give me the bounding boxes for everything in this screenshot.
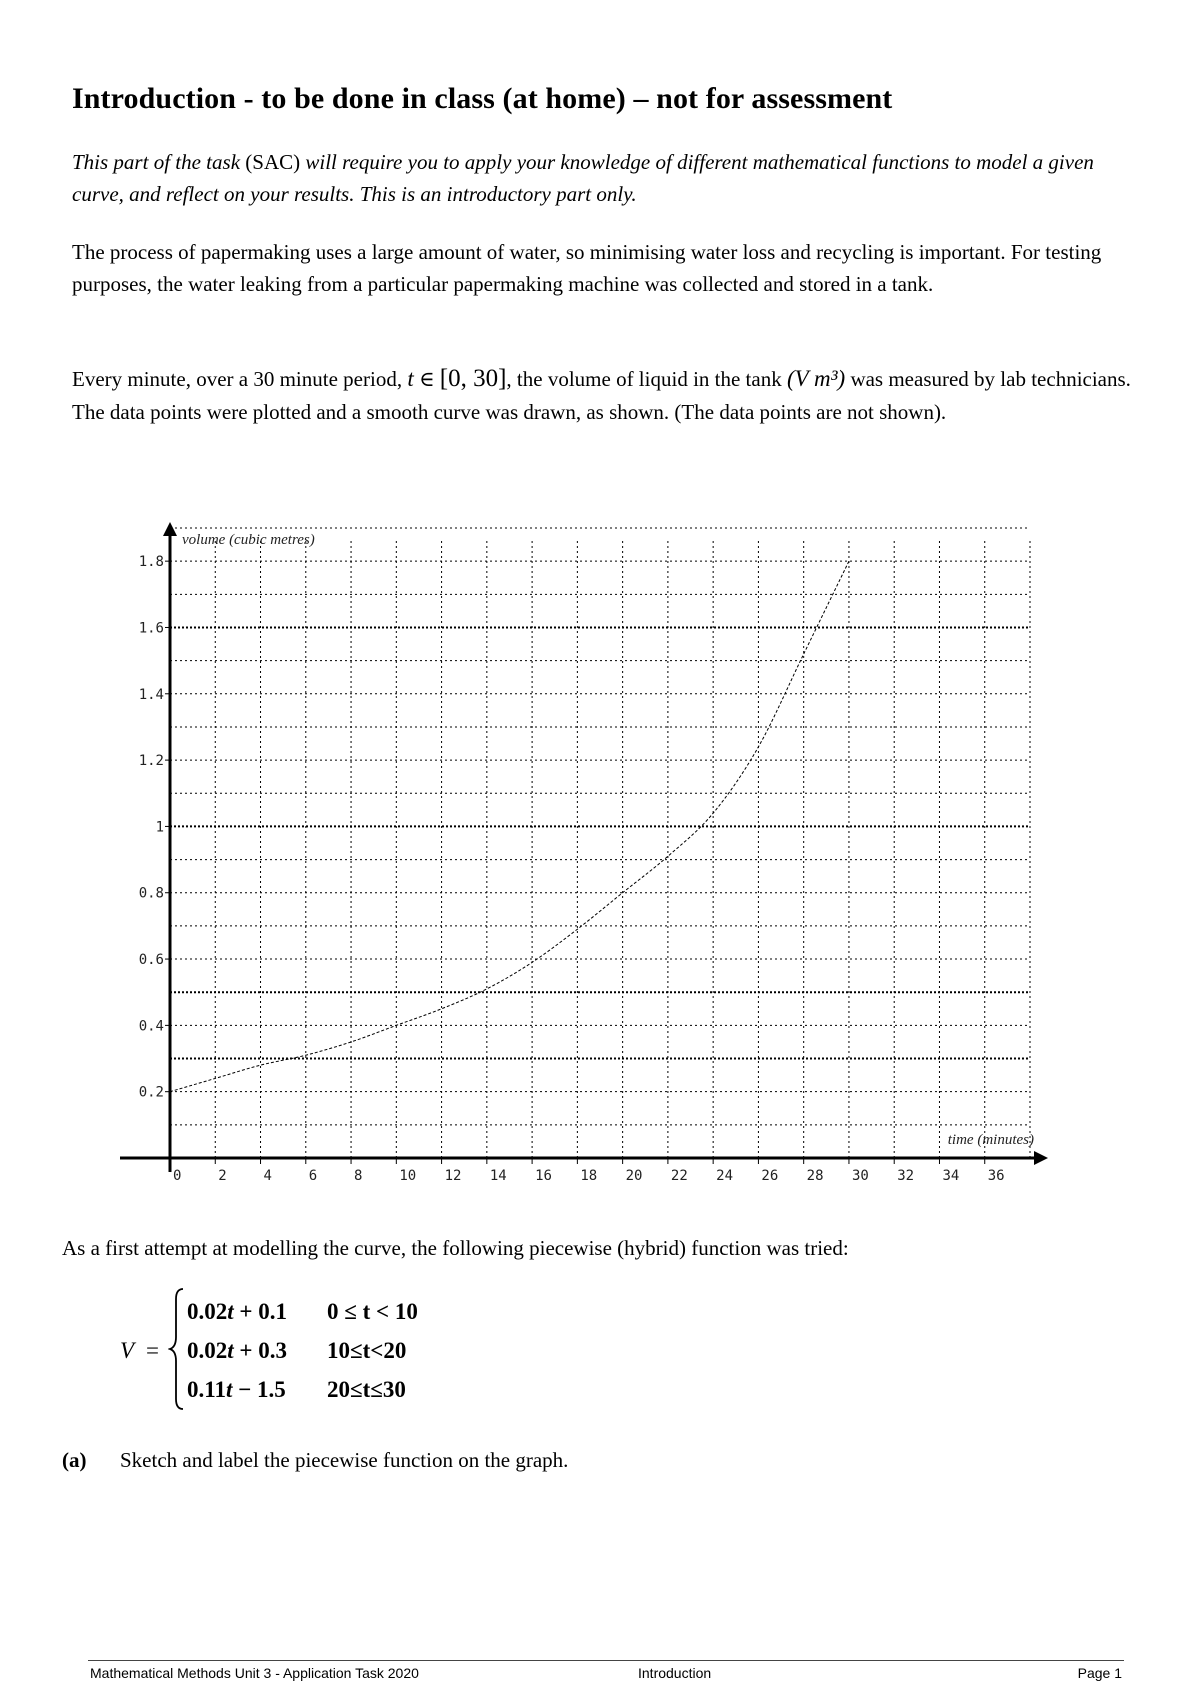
row-1-condition: 0 ≤ t < 10: [327, 1299, 418, 1324]
row-3-var: t: [225, 1377, 233, 1402]
intro-text-3: will require you to apply your knowledge of different mathematical functions to model a given curve, and reflect on your results. This is an introductory part only.: [72, 150, 1094, 206]
intro-text-1: This part of the task: [72, 150, 246, 174]
x-tick-label: 34: [942, 1168, 960, 1184]
left-brace-icon: [168, 1285, 186, 1413]
x-tick-label: 28: [806, 1168, 824, 1184]
row-1-var: t: [227, 1299, 234, 1324]
footer-divider: [88, 1660, 1124, 1661]
row-3-coef: 0.11: [187, 1377, 226, 1402]
measure-text-3: was measured by lab technicians. The data points were plotted and a smooth curve was drawn, as shown. (The data points are not shown).: [72, 367, 1131, 424]
x-tick-label: 0: [173, 1168, 182, 1184]
footer-course: Mathematical Methods Unit 3 - Application Task 2020: [90, 1665, 419, 1681]
piecewise-row-1: [187, 1299, 418, 1325]
y-tick-label: 1.6: [138, 620, 164, 637]
measure-text-2: , the volume of liquid in the tank: [506, 367, 787, 391]
row-3-const: − 1.5: [232, 1377, 286, 1402]
x-axis-title: time (minutes): [947, 1132, 1034, 1148]
piecewise-lhs: V: [120, 1338, 135, 1363]
footer-page-number: Page 1: [1077, 1665, 1122, 1681]
x-tick-label: 26: [761, 1168, 779, 1184]
time-interval: [0, 30]: [439, 365, 507, 392]
x-tick-label: 4: [263, 1168, 272, 1184]
y-tick-label: 0.2: [138, 1084, 164, 1101]
row-2-var: t: [227, 1338, 234, 1363]
element-of-symbol: ∈: [413, 367, 440, 391]
x-tick-label: 6: [308, 1168, 318, 1184]
y-tick-label: 1: [155, 819, 164, 836]
y-axis-title: volume (cubic metres): [182, 532, 315, 548]
volume-chart: [120, 520, 1100, 1190]
row-1-coef: 0.02: [187, 1299, 228, 1324]
part-a-text: Sketch and label the piecewise function on the graph.: [120, 1448, 569, 1472]
x-tick-label: 2: [218, 1168, 227, 1184]
y-tick-label: 1.2: [138, 753, 164, 770]
piecewise-function: [120, 1285, 520, 1425]
y-tick-label: 1.8: [138, 554, 164, 571]
attempt-text: As a first attempt at modelling the curve, the following piecewise (hybrid) function was tried:: [62, 1236, 849, 1260]
x-tick-label: 16: [535, 1168, 552, 1184]
y-tick-label: 0.6: [138, 952, 164, 969]
piecewise-row-3: [187, 1377, 406, 1403]
x-tick-label: 22: [670, 1168, 688, 1184]
x-tick-label: 30: [851, 1168, 869, 1184]
x-tick-label: 20: [625, 1168, 643, 1184]
intro-paragraph: [72, 146, 1132, 210]
y-tick-label: 0.4: [138, 1018, 164, 1035]
y-axis-arrow-icon: [163, 522, 177, 536]
part-a: [62, 1448, 568, 1473]
row-2-const: + 0.3: [233, 1338, 287, 1363]
piecewise-equals: =: [146, 1338, 159, 1363]
x-tick-label: 18: [580, 1168, 598, 1184]
footer-section: Introduction: [638, 1665, 712, 1681]
x-tick-label: 14: [489, 1168, 507, 1184]
piecewise-row-2: [187, 1338, 407, 1364]
process-paragraph: The process of papermaking uses a large amount of water, so minimising water loss and recycling is important. For testing purposes, the water leaking from a particular papermaking machine was collected and stored in a tank.: [72, 240, 1102, 296]
y-tick-label: 1.4: [138, 686, 164, 703]
x-tick-label: 10: [399, 1168, 417, 1184]
x-tick-label: 32: [897, 1168, 915, 1184]
t-variable: t: [407, 366, 414, 391]
y-tick-label: 0.8: [138, 885, 164, 902]
row-3-condition: 20≤t≤30: [327, 1377, 406, 1402]
x-tick-label: 8: [354, 1168, 363, 1184]
x-tick-label: 12: [444, 1168, 462, 1184]
page-heading: Introduction - to be done in class (at home) – not for assessment: [72, 82, 893, 115]
x-axis-arrow-icon: [1034, 1151, 1048, 1165]
volume-chart-svg: [120, 520, 1100, 1190]
row-2-condition: 10≤t<20: [327, 1338, 407, 1363]
measure-paragraph: [72, 362, 1132, 429]
part-a-label: (a): [62, 1448, 87, 1472]
measure-text-1: Every minute, over a 30 minute period,: [72, 367, 408, 391]
intro-text-2: (SAC): [245, 150, 301, 174]
volume-unit: (V m³): [786, 366, 846, 391]
row-2-coef: 0.02: [187, 1338, 228, 1363]
x-tick-label: 24: [716, 1168, 734, 1184]
row-1-const: + 0.1: [233, 1299, 287, 1324]
x-tick-label: 36: [987, 1168, 1005, 1184]
